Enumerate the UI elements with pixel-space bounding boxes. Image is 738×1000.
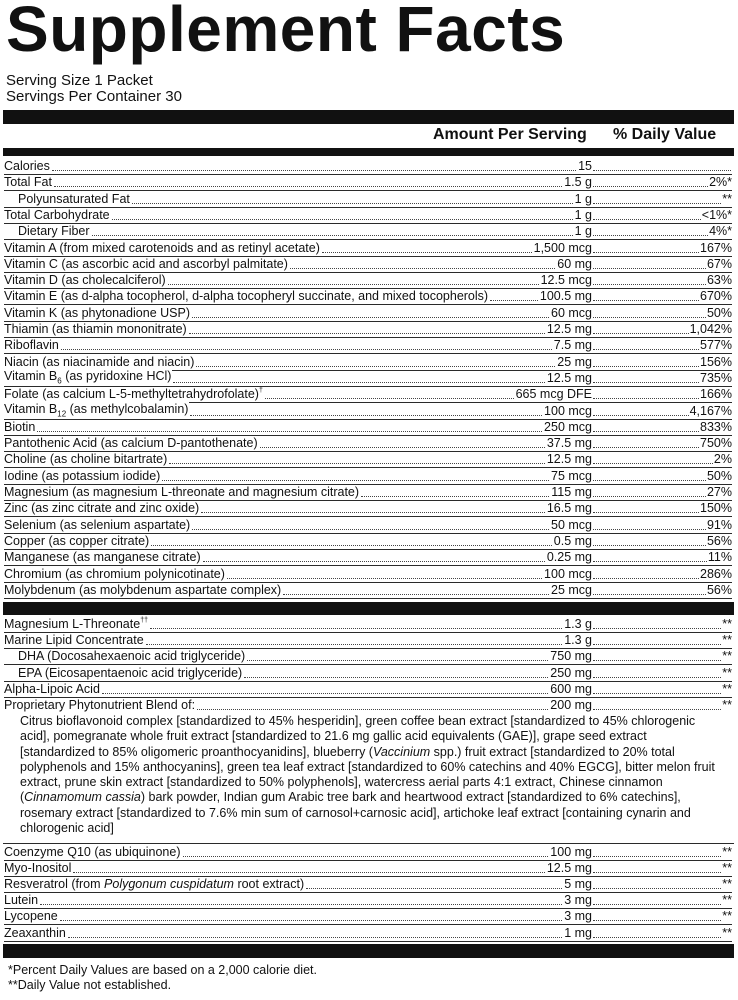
nutrient-row [4, 404, 732, 420]
leader-dots [260, 447, 545, 448]
nutrient-amount: 665 mcg DFE [515, 387, 592, 402]
leader-dots [192, 529, 549, 530]
nutrient-name: Copper (as copper citrate) [4, 533, 150, 548]
nutrient-name: Vitamin A (from mixed carotenoids and as retinyl acetate) [4, 240, 320, 255]
nutrient-amount: 0.5 mg [553, 533, 592, 548]
nutrient-row [4, 420, 732, 436]
daily-value-zone [592, 682, 732, 697]
daily-value-zone [592, 436, 732, 451]
nutrient-daily-value: ** [722, 925, 732, 940]
nutrient-daily-value: 67% [706, 256, 732, 271]
serving-size: Serving Size 1 Packet [6, 72, 153, 89]
nutrient-amount: 600 mg [550, 681, 592, 696]
daily-value-zone [592, 355, 732, 370]
nutrient-daily-value: 286% [700, 566, 732, 581]
daily-value-zone [592, 208, 732, 223]
nutrient-amount: 12.5 mg [546, 452, 592, 467]
nutrient-row [4, 550, 732, 566]
nutrient-amount: 1.5 g [564, 175, 592, 190]
nutrient-daily-value: 750% [700, 436, 732, 451]
nutrient-amount: 12.5 mcg [540, 273, 592, 288]
nutrient-name-subscript: 12 [57, 409, 67, 419]
nutrient-amount: 750 mg [550, 649, 592, 664]
nutrient-name: Dietary Fiber [4, 224, 91, 239]
nutrient-name: Vitamin E (as d-alpha tocopherol, d-alpha tocopheryl succinate, and mixed tocopherols) [4, 289, 489, 304]
blend-ingredients-text: Citrus bioflavonoid complex [standardized to 45% hesperidin], green coffee bean extract [standardized to 45% chlorogenic acid], pomegranate whole fruit extract [standardized to 21.6 mg gallic acid equivalents (GAE)], grape seed extract [standardized to 85% oligomeric proanthocyanidins], blueberry (Vaccinium spp.) fruit extract [standardized to 20% total polyphenols and 15% anthocyanins], green tea leaf extract [standardized to 60% catechins and 40% EGCG], bitter melon fruit extract, prune skin extract [standardized to 50% polyphenols], watercress aerial parts 4:1 extract, Chinese cinnamon (Cinnamomum cassia) bark powder, Indian gum Arabic tree bark and heartwood extract [standardized to 6% catechins], rosemary extract [standardized to 7.6% min sum of carnosol+carnosic acid], artichoke leaf extract [containing cynarin and chlorogenic acid] [20, 714, 715, 836]
nutrient-row [4, 845, 732, 861]
leader-dots [593, 268, 706, 269]
nutrient-row [4, 698, 732, 713]
leader-dots [290, 268, 555, 269]
leader-dots [593, 349, 699, 350]
nutrient-row [4, 208, 732, 224]
nutrient-name-part: Vitamin B [4, 369, 58, 384]
nutrient-daily-value: 2%* [709, 175, 732, 190]
leader-dots [593, 937, 721, 938]
nutrient-row [4, 485, 732, 501]
nutrient-daily-value: 166% [700, 387, 732, 402]
leader-dots [593, 920, 721, 921]
daily-value-zone [592, 617, 732, 632]
leader-dots [593, 170, 731, 171]
leader-dots [593, 660, 721, 661]
leader-dots [201, 512, 545, 513]
nutrient-row [4, 175, 732, 191]
nutrient-name: Vitamin C (as ascorbic acid and ascorbyl palmitate) [4, 256, 288, 271]
amount-per-serving-header: Amount Per Serving [433, 126, 587, 143]
daily-value-zone [592, 501, 732, 516]
leader-dots [283, 594, 549, 595]
daily-value-zone [592, 534, 732, 549]
nutrient-daily-value: ** [722, 649, 732, 664]
nutrient-name-subscript: 6 [57, 376, 62, 386]
nutrient-amount: 1 g [574, 224, 592, 239]
nutrient-daily-value: 11% [707, 550, 732, 565]
leader-dots [73, 872, 544, 873]
daily-value-zone [592, 485, 732, 500]
nutrient-row [4, 567, 732, 583]
leader-dots [192, 317, 549, 318]
nutrient-daily-value: ** [722, 877, 732, 892]
leader-dots [593, 644, 721, 645]
nutrient-row [4, 617, 732, 633]
nutrient-daily-value: 735% [700, 370, 732, 385]
nutrient-amount: 25 mcg [551, 582, 592, 597]
nutrient-amount: 100 mcg [544, 566, 592, 581]
leader-dots [189, 333, 545, 334]
nutrient-amount: 50 mcg [551, 517, 592, 532]
daily-value-zone [592, 893, 732, 908]
nutrient-name: Pantothenic Acid (as calcium D-pantothenate) [4, 436, 258, 451]
nutrient-amount: 1 g [574, 191, 592, 206]
nutrient-amount: 1.3 g [564, 617, 592, 631]
daily-value-zone [592, 469, 732, 484]
leader-dots [593, 366, 699, 367]
nutrient-daily-value: ** [722, 191, 732, 206]
nutrient-amount: 250 mcg [544, 419, 592, 434]
leader-dots [593, 628, 721, 629]
nutrient-row [4, 338, 732, 354]
leader-dots [593, 300, 699, 301]
nutrient-name-part: (as methylcobalamin) [66, 402, 189, 416]
daily-value-zone [592, 371, 732, 386]
nutrient-amount: 3 mg [564, 893, 592, 908]
nutrient-row [4, 436, 732, 452]
leader-dots [593, 904, 721, 905]
nutrient-row [4, 306, 732, 322]
nutrient-daily-value: 670% [700, 289, 732, 304]
nutrient-daily-value: ** [722, 698, 732, 712]
nutrient-row [4, 273, 732, 289]
nutrient-daily-value: 4%* [709, 224, 732, 239]
nutrient-daily-value: 50% [706, 305, 732, 320]
daily-value-zone [592, 909, 732, 924]
leader-dots [52, 170, 576, 171]
nutrient-row [4, 192, 732, 208]
nutrient-daily-value: ** [722, 617, 732, 631]
nutrient-row [4, 682, 732, 698]
leader-dots [593, 219, 701, 220]
leader-dots [593, 317, 706, 318]
leader-dots [593, 545, 706, 546]
nutrient-amount: 16.5 mg [546, 501, 592, 516]
nutrient-name-part: Vitamin B [4, 402, 58, 416]
nutrient-amount: 200 mg [550, 698, 592, 712]
nutrient-daily-value: ** [722, 861, 732, 876]
nutrient-amount: 100 mcg [544, 403, 592, 418]
nutrient-daily-value: 150% [700, 501, 732, 516]
leader-dots [60, 920, 562, 921]
nutrient-daily-value: <1%* [701, 207, 732, 222]
footnote-not-established: **Daily Value not established. [8, 978, 172, 992]
daily-value-zone [592, 926, 732, 941]
nutrient-daily-value: ** [722, 665, 732, 680]
nutrient-amount: 1 g [574, 207, 592, 222]
nutrient-amount: 7.5 mg [553, 338, 592, 353]
nutrient-row [4, 322, 732, 338]
daily-value-zone [592, 452, 732, 467]
nutrient-row [4, 877, 732, 893]
nutrient-daily-value: ** [722, 909, 732, 924]
leader-dots [306, 888, 562, 889]
nutrient-amount: 250 mg [550, 665, 592, 680]
nutrient-amount: 1 mg [564, 925, 592, 940]
daily-value-zone [592, 404, 732, 419]
leader-dots [244, 677, 548, 678]
nutrient-name-part: (as pyridoxine HCl) [61, 369, 172, 384]
nutrient-daily-value: ** [722, 633, 732, 648]
leader-dots [593, 677, 721, 678]
nutrient-amount: 75 mcg [551, 468, 592, 483]
nutrient-name [4, 617, 149, 632]
nutrient-amount: 15 [578, 159, 592, 173]
nutrient-name: Proprietary Phytonutrient Blend of: [4, 698, 196, 712]
leader-dots [593, 480, 706, 481]
leader-dots [227, 578, 542, 579]
nutrient-name: Riboflavin [4, 338, 59, 353]
leader-dots [593, 578, 699, 579]
nutrient-name: Molybdenum (as molybdenum aspartate complex) [4, 582, 282, 597]
nutrient-amount: 100.5 mg [539, 289, 592, 304]
nutrient-daily-value: 833% [700, 419, 732, 434]
daily-value-zone [592, 241, 732, 256]
nutrient-daily-value: 27% [706, 485, 732, 499]
nutrient-row [4, 371, 732, 387]
nutrient-row [4, 909, 732, 925]
daily-value-zone [592, 420, 732, 435]
daily-value-zone [592, 633, 732, 648]
leader-dots [162, 480, 549, 481]
daily-value-zone [592, 877, 732, 892]
leader-dots [593, 594, 706, 595]
leader-dots [593, 529, 706, 530]
nutrient-name: Iodine (as potassium iodide) [4, 468, 161, 483]
nutrient-daily-value: 577% [700, 338, 732, 353]
leader-dots [146, 644, 563, 645]
nutrient-row [4, 469, 732, 485]
nutrient-row [4, 926, 732, 942]
leader-dots [169, 463, 545, 464]
daily-value-zone [592, 175, 732, 190]
nutrient-amount: 60 mg [557, 256, 592, 271]
daily-value-zone [592, 583, 732, 598]
thick-divider-header [3, 148, 734, 156]
leader-dots [593, 561, 707, 562]
leader-dots [68, 937, 562, 938]
leader-dots [490, 300, 538, 301]
nutrient-name: Calories [4, 159, 50, 173]
leader-dots [203, 561, 545, 562]
leader-dots [593, 693, 721, 694]
leader-dots [593, 872, 721, 873]
nutrient-name-part: Folate (as calcium L-5-methyltetrahydrofolate) [4, 387, 259, 402]
daily-value-zone [592, 666, 732, 681]
nutrient-row [4, 241, 732, 257]
leader-dots [593, 856, 721, 857]
daily-value-zone [592, 192, 732, 207]
leader-dots [247, 660, 548, 661]
nutrient-amount: 1,500 mcg [533, 240, 592, 255]
nutrient-amount: 5 mg [564, 877, 592, 892]
nutrient-amount: 0.25 mg [546, 550, 592, 565]
nutrient-row [4, 633, 732, 649]
leader-dots [196, 366, 555, 367]
leader-dots [173, 382, 544, 383]
nutrient-row [4, 224, 732, 240]
nutrient-name: Zeaxanthin [4, 925, 66, 940]
nutrient-amount: 60 mcg [551, 305, 592, 320]
leader-dots [197, 709, 548, 710]
nutrient-name: Polyunsaturated Fat [4, 192, 131, 207]
nutrient-daily-value: 1,042% [689, 322, 732, 336]
leader-dots [37, 431, 542, 432]
nutrient-daily-value: 167% [700, 240, 732, 255]
nutrient-name: Manganese (as manganese citrate) [4, 550, 201, 565]
nutrient-daily-value: ** [722, 845, 732, 859]
nutrient-name [4, 387, 264, 402]
blend-divider [3, 843, 734, 844]
daily-value-header: % Daily Value [613, 126, 717, 143]
nutrient-name: Chromium (as chromium polynicotinate) [4, 566, 225, 581]
nutrient-daily-value: 4,167% [689, 403, 732, 418]
nutrient-name: DHA (Docosahexaenoic acid triglyceride) [4, 649, 246, 664]
nutrient-row [4, 159, 732, 175]
leader-dots [322, 252, 532, 253]
nutrient-row [4, 257, 732, 273]
nutrient-daily-value: 56% [706, 582, 732, 597]
leader-dots [190, 415, 542, 416]
nutrient-name: EPA (Eicosapentaenoic acid triglyceride) [4, 666, 243, 681]
nutrient-daily-value: 50% [706, 468, 732, 483]
leader-dots [61, 349, 552, 350]
nutrient-name [4, 877, 305, 892]
nutrient-name: Lycopene [4, 909, 58, 924]
nutrient-name-part: Resveratrol (from [4, 877, 105, 892]
nutrient-row [4, 501, 732, 517]
leader-dots [593, 888, 721, 889]
daily-value-zone [592, 567, 732, 582]
daily-value-zone [592, 170, 732, 174]
leader-dots [593, 252, 699, 253]
leader-dots [150, 628, 562, 629]
nutrient-daily-value: 56% [706, 533, 732, 548]
nutrient-row [4, 289, 732, 305]
daily-value-zone [592, 845, 732, 860]
leader-dots [593, 496, 706, 497]
daily-value-zone [592, 550, 732, 565]
nutrient-name: Coenzyme Q10 (as ubiquinone) [4, 845, 181, 859]
nutrient-name: Choline (as choline bitartrate) [4, 452, 168, 467]
leader-dots [593, 203, 721, 204]
nutrient-name-part: root extract) [233, 877, 305, 892]
nutrient-amount: 12.5 mg [546, 370, 592, 385]
nutrient-amount: 1.3 g [564, 633, 592, 648]
nutrient-amount: 25 mg [557, 354, 592, 369]
nutrient-row [4, 387, 732, 403]
nutrient-name: Alpha-Lipoic Acid [4, 681, 100, 696]
daily-value-zone [592, 306, 732, 321]
leader-dots [92, 235, 573, 236]
daily-value-zone [592, 322, 732, 337]
nutrient-name: Vitamin D (as cholecalciferol) [4, 273, 166, 288]
thick-divider-bottom [3, 944, 734, 958]
daily-value-zone [592, 338, 732, 353]
leader-dots [593, 382, 699, 383]
nutrient-name [4, 402, 189, 419]
leader-dots [593, 415, 689, 416]
leader-dots [593, 186, 708, 187]
nutrient-amount: 115 mg [551, 485, 592, 499]
servings-per-container: Servings Per Container 30 [6, 88, 182, 105]
daily-value-zone [592, 698, 732, 713]
nutrient-daily-value: 2% [713, 452, 732, 467]
leader-dots [265, 398, 514, 399]
leader-dots [593, 512, 699, 513]
nutrient-name-part: Magnesium L-Threonate [4, 617, 141, 631]
leader-dots [151, 545, 552, 546]
nutrient-amount: 12.5 mg [546, 861, 592, 876]
nutrient-name: Niacin (as niacinamide and niacin) [4, 354, 195, 369]
nutrient-name: Thiamin (as thiamin mononitrate) [4, 322, 187, 336]
nutrient-daily-value: ** [722, 681, 732, 696]
label-title: Supplement Facts [6, 0, 566, 65]
leader-dots [54, 186, 562, 187]
daily-value-zone [592, 861, 732, 876]
nutrient-name: Marine Lipid Concentrate [4, 633, 144, 648]
nutrient-amount: 37.5 mg [546, 436, 592, 451]
nutrient-name: Lutein [4, 893, 39, 908]
leader-dots [593, 398, 699, 399]
leader-dots [593, 333, 689, 334]
leader-dots [593, 709, 721, 710]
nutrient-name: Total Fat [4, 175, 52, 190]
nutrient-row [4, 666, 732, 682]
thick-divider-middle [3, 602, 734, 615]
leader-dots [593, 447, 699, 448]
nutrient-amount: 12.5 mg [546, 322, 592, 336]
leader-dots [132, 203, 573, 204]
daily-value-zone [592, 289, 732, 304]
nutrient-name: Biotin [4, 419, 36, 434]
nutrient-row [4, 518, 732, 534]
nutrient-name [4, 369, 172, 386]
leader-dots [361, 496, 549, 497]
leader-dots [40, 904, 562, 905]
leader-dots [102, 693, 548, 694]
nutrient-name: Selenium (as selenium aspartate) [4, 517, 191, 532]
nutrient-row [4, 355, 732, 371]
nutrient-name: Vitamin K (as phytonadione USP) [4, 305, 190, 320]
nutrient-row [4, 452, 732, 468]
daily-value-zone [592, 257, 732, 272]
daily-value-zone [592, 224, 732, 239]
daily-value-zone [592, 518, 732, 533]
nutrient-name: Zinc (as zinc citrate and zinc oxide) [4, 501, 200, 516]
nutrient-daily-value: 91% [706, 517, 732, 532]
nutrient-name-superscript: † [258, 387, 263, 395]
leader-dots [593, 284, 706, 285]
nutrient-name-superscript: †† [140, 617, 148, 624]
nutrient-name: Myo-Inositol [4, 861, 72, 876]
nutrient-row [4, 583, 732, 599]
nutrient-row [4, 649, 732, 665]
nutrient-amount: 100 mg [550, 845, 592, 859]
leader-dots [593, 463, 713, 464]
daily-value-zone [592, 387, 732, 402]
daily-value-zone [592, 649, 732, 664]
nutrient-name-italic: Polygonum cuspidatum [104, 877, 234, 892]
leader-dots [593, 431, 699, 432]
leader-dots [183, 856, 549, 857]
nutrient-amount: 3 mg [564, 909, 592, 924]
footnote-daily-value: *Percent Daily Values are based on a 2,000 calorie diet. [8, 963, 317, 977]
nutrient-daily-value: 156% [700, 354, 732, 369]
nutrient-name: Magnesium (as magnesium L-threonate and magnesium citrate) [4, 485, 360, 499]
nutrient-daily-value: 63% [706, 273, 732, 288]
nutrient-daily-value: ** [722, 893, 732, 908]
daily-value-zone [592, 273, 732, 288]
nutrient-row [4, 534, 732, 550]
nutrient-name: Total Carbohydrate [4, 207, 110, 222]
thick-divider-top [3, 110, 734, 124]
leader-dots [168, 284, 539, 285]
nutrient-row [4, 861, 732, 877]
leader-dots [112, 219, 573, 220]
leader-dots [593, 235, 708, 236]
nutrient-row [4, 893, 732, 909]
